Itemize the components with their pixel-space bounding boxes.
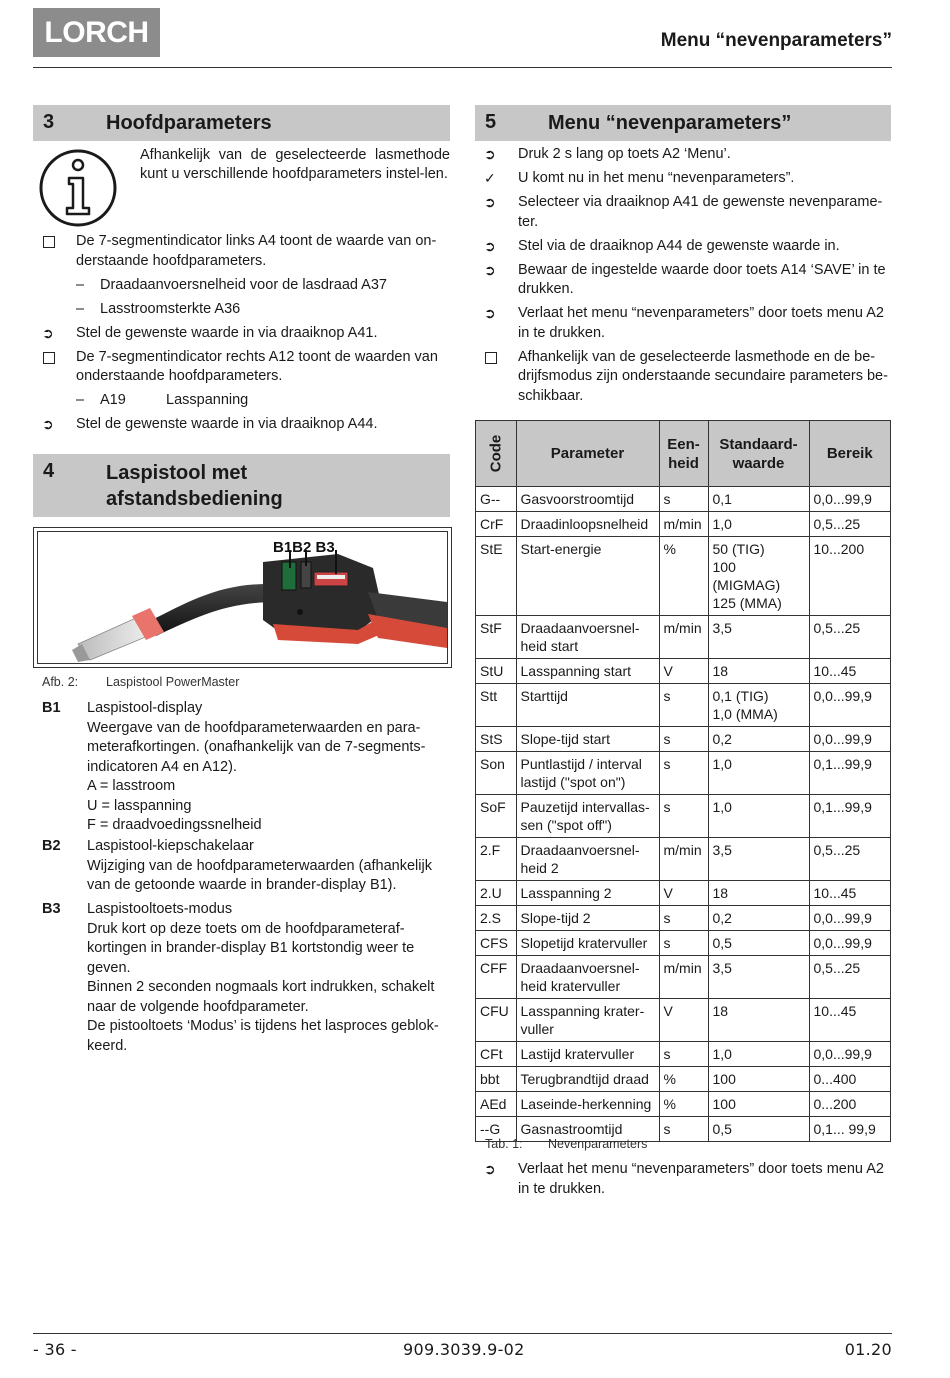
cell-range: 0,5...25 [809, 512, 891, 537]
cell-code: 2.F [476, 838, 517, 881]
figure-labels: B1B2 B3 [273, 539, 335, 556]
cell-range: 10...45 [809, 659, 891, 684]
cell-unit: s [659, 684, 708, 727]
list-item-text: Verlaat het menu “nevenparameters” door toets menu A2 in te drukken. [518, 1161, 884, 1197]
cell-parameter: Lasspanning krater-vuller [516, 999, 659, 1042]
cell-code: CFt [476, 1042, 517, 1067]
cell-parameter: Draadaanvoersnel-heid start [516, 616, 659, 659]
parameters-table [475, 420, 891, 1142]
list-item-text: Stel de gewenste waarde in via draaiknop A41. [76, 324, 378, 341]
arrow-bullet-icon: ➲ [484, 261, 496, 278]
cell-parameter: Lasspanning start [516, 659, 659, 684]
cell-parameter: Lastijd kratervuller [516, 1042, 659, 1067]
table-row [476, 906, 891, 931]
table-row [476, 1092, 891, 1117]
cell-parameter: Puntlastijd / interval lastijd ("spot on") [516, 752, 659, 795]
cell-code: SoF [476, 795, 517, 838]
dash-icon: – [76, 392, 85, 408]
table-row [476, 931, 891, 956]
cell-range: 0,5...25 [809, 956, 891, 999]
dash-icon: – [76, 300, 85, 317]
definition-line: Wijziging van de hoofdparameterwaarden (afhankelijk van de getoonde waarde in brander-display B1). [87, 857, 432, 893]
column-header-code: Code [476, 421, 517, 487]
cell-default: 18 [708, 659, 809, 684]
cell-unit: m/min [659, 838, 708, 881]
list-subitem [42, 276, 452, 296]
cell-parameter: Laseinde-herkenning [516, 1092, 659, 1117]
cell-code: StE [476, 537, 517, 616]
definition-line: Laspistool-kiepschakelaar [87, 838, 254, 854]
list-item-text: U komt nu in het menu “nevenparameters”. [518, 170, 795, 186]
table-row [476, 1042, 891, 1067]
cell-parameter: Starttijd [516, 684, 659, 727]
cell-default: 1,0 [708, 795, 809, 838]
cell-code: bbt [476, 1067, 517, 1092]
cell-range: 0,1... 99,9 [809, 1117, 891, 1142]
section-title: Menu “nevenparameters” [548, 112, 792, 134]
cell-range: 0,0...99,9 [809, 727, 891, 752]
cell-unit: s [659, 795, 708, 838]
section-5-heading [475, 105, 891, 141]
section-4-heading [33, 454, 450, 517]
definition-line: De pistooltoets ‘Modus’ is tijdens het lasproces geblok-keerd. [87, 1018, 439, 1054]
definition-line: A = lasstroom [87, 778, 176, 794]
definition-line: Laspistooltoets-modus [87, 901, 233, 917]
cell-default: 1,0 [708, 752, 809, 795]
cell-unit: m/min [659, 512, 708, 537]
section-number: 3 [43, 111, 55, 133]
arrow-bullet-icon: ➲ [42, 416, 54, 432]
header-title: Menu “nevenparameters” [660, 30, 892, 51]
cell-code: 2.U [476, 881, 517, 906]
cell-code: StF [476, 616, 517, 659]
cell-range: 0,5...25 [809, 616, 891, 659]
definition-line: Binnen 2 seconden nogmaals kort indrukken, schakelt naar de volgende hoofdparameter. [87, 979, 435, 1015]
list-item-text: De 7-segmentindicator rechts A12 toont de waarden van onderstaande hoofdparameters. [76, 348, 438, 384]
checkmark-icon: ✓ [484, 170, 496, 186]
cell-default: 0,1 (TIG) 1,0 (MMA) [708, 684, 809, 727]
dash-icon: – [76, 276, 85, 293]
cell-unit: m/min [659, 956, 708, 999]
list-item-text: Afhankelijk van de geselecteerde lasmethode en de be-drijfsmodus zijn onderstaande secundaire parameters be-schikbaar. [518, 348, 888, 404]
cell-unit: m/min [659, 616, 708, 659]
cell-code: StU [476, 659, 517, 684]
list-item-text: Lasspanning [166, 392, 249, 408]
cell-default: 100 [708, 1067, 809, 1092]
cell-range: 0,0...99,9 [809, 487, 891, 512]
cell-range: 0...200 [809, 1092, 891, 1117]
list-item-text: Druk 2 s lang op toets A2 ‘Menu’. [518, 146, 731, 162]
caption-text: Laspistool PowerMaster [106, 675, 240, 689]
section-number: 5 [485, 111, 497, 133]
cell-default: 1,0 [708, 512, 809, 537]
cell-code: CFU [476, 999, 517, 1042]
cell-default: 0,5 [708, 1117, 809, 1142]
definition-key: B2 [42, 838, 61, 854]
list-item [484, 304, 892, 343]
table-row [476, 881, 891, 906]
cell-parameter: Gasnastroomtijd [516, 1117, 659, 1142]
page-number: - 36 - [33, 1340, 77, 1359]
cell-unit: s [659, 906, 708, 931]
list-subitem [42, 391, 452, 411]
checkbox-bullet-icon [42, 232, 68, 254]
section-3-heading [33, 105, 450, 141]
definition-line: U = lasspanning [87, 797, 192, 814]
cell-range: 0,0...99,9 [809, 906, 891, 931]
table-row [476, 752, 891, 795]
definition-line: Druk kort op deze toets om de hoofdparameteraf-kortingen in brander-display B1 kortstondig weer te geven. [87, 920, 415, 976]
section-5-final [484, 1160, 892, 1204]
section-3-intro: Afhankelijk van de geselecteerde lasmethode kunt u verschillende hoofdparameters instel-len. [140, 147, 450, 182]
section-title-line-2: afstandsbediening [106, 488, 283, 510]
cell-parameter: Slope-tijd start [516, 727, 659, 752]
cell-unit: V [659, 999, 708, 1042]
welding-torch-image [38, 532, 447, 663]
section-title-line-1: Laspistool met [106, 462, 248, 484]
cell-code: Stt [476, 684, 517, 727]
list-item-text: Draadaanvoersnelheid voor de lasdraad A37 [100, 276, 387, 293]
table-body [476, 487, 891, 1142]
definition-key: B3 [42, 901, 61, 917]
list-item [484, 169, 892, 189]
cell-code: 2.S [476, 906, 517, 931]
cell-range: 0,0...99,9 [809, 931, 891, 956]
cell-default: 0,1 [708, 487, 809, 512]
cell-code: Son [476, 752, 517, 795]
list-item-text: Verlaat het menu “nevenparameters” door toets menu A2 in te drukken. [518, 305, 884, 341]
list-item [484, 261, 892, 300]
cell-range: 10...45 [809, 999, 891, 1042]
arrow-bullet-icon: ➲ [484, 305, 496, 321]
list-item [484, 193, 892, 232]
footer-rule [33, 1333, 892, 1334]
lorch-logo: LORCH [33, 8, 160, 57]
cell-range: 0,1...99,9 [809, 795, 891, 838]
section-5-list [484, 145, 892, 411]
cell-unit: s [659, 1117, 708, 1142]
cell-parameter: Draadaanvoersnel-heid 2 [516, 838, 659, 881]
cell-code: CFS [476, 931, 517, 956]
table-row [476, 512, 891, 537]
list-subitem [42, 300, 452, 320]
document-number: 909.3039.9-02 [403, 1340, 525, 1359]
list-item [42, 324, 452, 344]
cell-parameter: Draadinloopsnelheid [516, 512, 659, 537]
parameter-code: A19 [100, 392, 126, 408]
column-header-unit: Een-heid [659, 421, 708, 487]
table-header-row [476, 421, 891, 487]
cell-default: 3,5 [708, 956, 809, 999]
figure-caption [42, 675, 239, 689]
caption-label: Tab. 1: [485, 1137, 523, 1151]
cell-default: 18 [708, 999, 809, 1042]
cell-default: 3,5 [708, 838, 809, 881]
caption-label: Afb. 2: [42, 675, 79, 689]
cell-unit: % [659, 537, 708, 616]
cell-default: 18 [708, 881, 809, 906]
welding-torch-figure [33, 527, 452, 668]
cell-default: 1,0 [708, 1042, 809, 1067]
cell-range: 10...45 [809, 881, 891, 906]
arrow-bullet-icon: ➲ [484, 237, 496, 254]
cell-range: 0,0...99,9 [809, 684, 891, 727]
list-item-text: Bewaar de ingestelde waarde door toets A14 ‘SAVE’ in te drukken. [518, 261, 886, 297]
cell-unit: s [659, 931, 708, 956]
arrow-bullet-icon: ➲ [484, 146, 496, 162]
section-number: 4 [43, 460, 55, 482]
definition-line: F = draadvoedingssnelheid [87, 817, 262, 833]
header-rule [33, 67, 892, 68]
cell-default: 3,5 [708, 616, 809, 659]
table-row [476, 659, 891, 684]
cell-parameter: Terugbrandtijd draad [516, 1067, 659, 1092]
cell-unit: V [659, 881, 708, 906]
section-3-list [42, 232, 452, 439]
list-item [42, 232, 452, 271]
cell-parameter: Slope-tijd 2 [516, 906, 659, 931]
cell-parameter: Start-energie [516, 537, 659, 616]
cell-code: CrF [476, 512, 517, 537]
definition-line: Laspistool-display [87, 700, 203, 716]
table-row [476, 616, 891, 659]
cell-range: 0,5...25 [809, 838, 891, 881]
list-item [484, 1160, 892, 1199]
table-row [476, 956, 891, 999]
table-row [476, 684, 891, 727]
list-item-text: De 7-segmentindicator links A4 toont de waarde van on-derstaande hoofdparameters. [76, 233, 437, 269]
table-row [476, 1067, 891, 1092]
definition-line: Weergave van de hoofdparameterwaarden en para-meterafkortingen. (onafhankelijk van de 7-segments-indicatoren A4 en A12). [87, 719, 426, 775]
cell-unit: % [659, 1092, 708, 1117]
caption-text: Nevenparameters [548, 1137, 648, 1151]
info-icon [38, 148, 118, 228]
checkbox-bullet-icon [484, 348, 510, 370]
list-item-text: Selecteer via draaiknop A41 de gewenste nevenparame-ter. [518, 194, 883, 230]
arrow-bullet-icon: ➲ [484, 1161, 496, 1177]
definition-b3 [42, 900, 452, 1056]
column-header-parameter: Parameter [516, 421, 659, 487]
arrow-bullet-icon: ➲ [42, 324, 54, 341]
cell-unit: s [659, 1042, 708, 1067]
cell-range: 10...200 [809, 537, 891, 616]
definition-b1 [42, 699, 452, 836]
cell-code: StS [476, 727, 517, 752]
cell-default: 0,2 [708, 727, 809, 752]
cell-unit: V [659, 659, 708, 684]
cell-parameter: Pauzetijd intervallas-sen ("spot off") [516, 795, 659, 838]
table-row [476, 727, 891, 752]
checkbox-bullet-icon [42, 348, 68, 370]
cell-range: 0,0...99,9 [809, 1042, 891, 1067]
cell-parameter: Slopetijd kratervuller [516, 931, 659, 956]
list-item [42, 415, 452, 435]
cell-unit: s [659, 727, 708, 752]
cell-default: 0,2 [708, 906, 809, 931]
cell-range: 0...400 [809, 1067, 891, 1092]
cell-code: G-- [476, 487, 517, 512]
cell-unit: s [659, 752, 708, 795]
document-date: 01.20 [844, 1340, 892, 1359]
table-row [476, 838, 891, 881]
list-item-text: Stel via de draaiknop A44 de gewenste waarde in. [518, 237, 840, 254]
column-header-range: Bereik [809, 421, 891, 487]
table-row [476, 487, 891, 512]
column-header-default: Standaard-waarde [708, 421, 809, 487]
cell-default: 0,5 [708, 931, 809, 956]
list-item [42, 348, 452, 387]
cell-unit: % [659, 1067, 708, 1092]
cell-unit: s [659, 487, 708, 512]
cell-parameter: Gasvoorstroomtijd [516, 487, 659, 512]
table-row [476, 537, 891, 616]
table-row [476, 999, 891, 1042]
definition-b2 [42, 837, 452, 896]
list-item [484, 348, 892, 407]
cell-parameter: Lasspanning 2 [516, 881, 659, 906]
list-item [484, 237, 892, 257]
table-row [476, 795, 891, 838]
cell-default: 100 [708, 1092, 809, 1117]
cell-range: 0,1...99,9 [809, 752, 891, 795]
list-item [484, 145, 892, 165]
definition-key: B1 [42, 700, 61, 716]
cell-code: --G [476, 1117, 517, 1142]
arrow-bullet-icon: ➲ [484, 194, 496, 210]
list-item-text: Stel de gewenste waarde in via draaiknop A44. [76, 416, 378, 432]
cell-parameter: Draadaanvoersnel-heid kratervuller [516, 956, 659, 999]
section-title: Hoofdparameters [106, 112, 272, 134]
list-item-text: Lasstroomsterkte A36 [100, 300, 241, 317]
table-caption [485, 1137, 647, 1151]
cell-code: AEd [476, 1092, 517, 1117]
cell-default: 50 (TIG) 100 (MIGMAG) 125 (MMA) [708, 537, 809, 616]
cell-code: CFF [476, 956, 517, 999]
